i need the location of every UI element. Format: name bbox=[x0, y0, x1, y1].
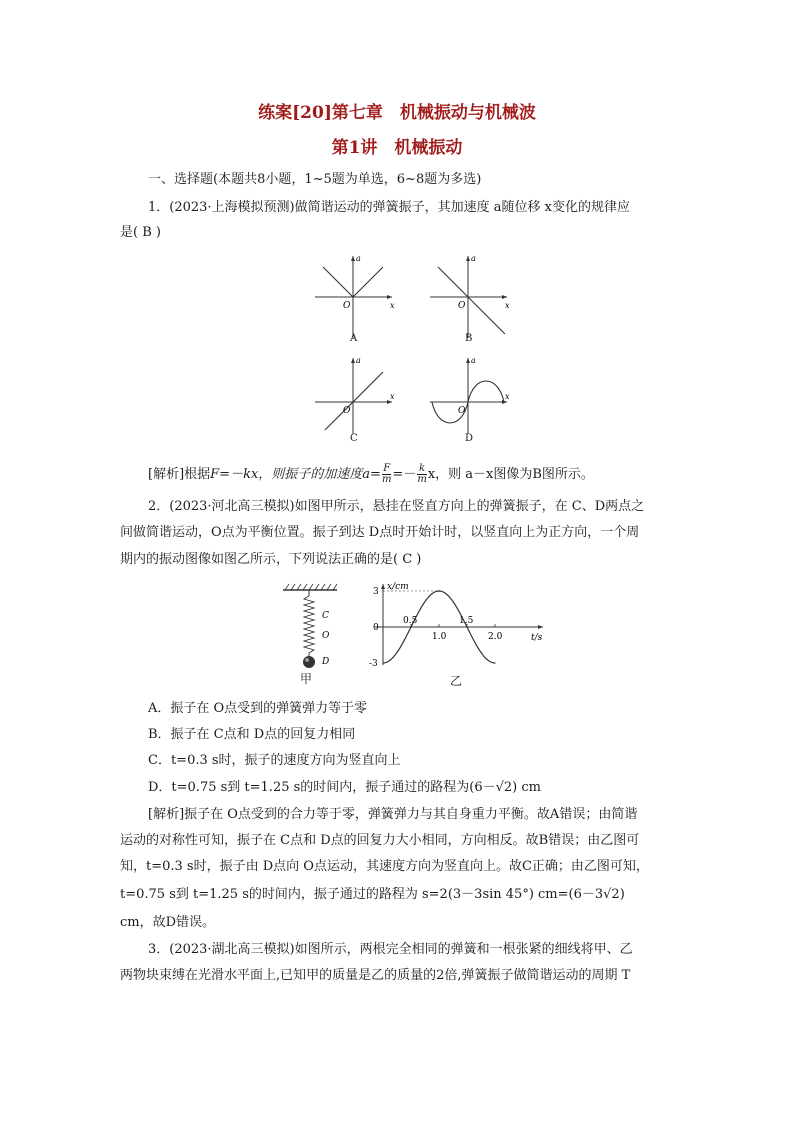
q1-stem-line2: 是( B ) bbox=[120, 225, 161, 240]
q2-stem-line2: 间做简谐运动，O点为平衡位置。振子到达 D点时开始计时，以竖直向上为正方向，一个周 bbox=[120, 525, 640, 540]
q1-a-origin: O bbox=[343, 301, 351, 311]
chart-point bbox=[382, 662, 383, 663]
spring-label-d: D bbox=[322, 657, 330, 667]
q2-spring-figure bbox=[275, 582, 350, 692]
fig-jia-label: 甲 bbox=[300, 672, 313, 686]
q1-c-axis-x: x bbox=[390, 392, 395, 401]
chart-x-tick-label: 1.0 bbox=[432, 632, 447, 642]
q1-label-c: C bbox=[350, 433, 358, 444]
q2-analysis-line2: 运动的对称性可知，振子在 C点和 D点的回复力大小相同，方向相反。故B错误；由乙图可 bbox=[120, 833, 640, 848]
q1-label-b: B bbox=[465, 333, 473, 344]
chart-point bbox=[494, 662, 495, 663]
q3-stem-line1: 3．(2023·湖北高三模拟)如图所示，两根完全相同的弹簧和一根张紧的细线将甲、乙 bbox=[148, 942, 633, 957]
chart-point bbox=[396, 652, 397, 653]
q2-option-a: A．振子在 O点受到的弹簧弹力等于零 bbox=[148, 701, 368, 716]
spring-label-c: C bbox=[322, 611, 329, 621]
q2-stem-line1: 2．(2023·河北高三模拟)如图甲所示，悬挂在竖直方向上的弹簧振子，在 C、D两点之 bbox=[148, 499, 645, 514]
q1-b-origin: O bbox=[458, 301, 466, 311]
chart-point bbox=[452, 601, 453, 602]
q1-c-axis-y: a bbox=[356, 356, 361, 365]
q1-analysis: [解析]根据F=－kx，则振子的加速度a= $\frac{F}{m}$ =－ $\frac{k}{m}$ x，则 a－x图像为B图所示。 bbox=[148, 463, 594, 485]
chart-y-tick-label: 3 bbox=[373, 587, 379, 597]
q2-analysis-line4: t=0.75 s到 t=1.25 s的时间内，振子通过的路程为 s=2(3－3sin 45°) cm=(6－3√2) bbox=[120, 887, 625, 902]
chart-x-tick-label: 2.0 bbox=[488, 632, 503, 642]
q1-d-origin: O bbox=[458, 406, 466, 416]
q2-analysis-line1: [解析]振子在 O点受到的合力等于零，弹簧弹力与其自身重力平衡。故A错误；由简谐 bbox=[148, 807, 638, 822]
q2-analysis-line3: 知，t=0.3 s时，振子由 D点向 O点运动，其速度方向为竖直向上。故C正确；由乙图可知， bbox=[120, 859, 649, 874]
q1-graph-c bbox=[310, 352, 400, 437]
page-title: 练案[20]第七章 机械振动与机械波 bbox=[258, 103, 536, 123]
q1-b-axis-x: x bbox=[505, 301, 510, 310]
chart-x-tick-label: 0.5 bbox=[403, 616, 418, 626]
q1-b-axis-y: a bbox=[471, 254, 476, 263]
chart-y-tick-label: 0 bbox=[373, 623, 379, 633]
q3-stem-line2: 两物块束缚在光滑水平面上,已知甲的质量是乙的质量的2倍,弹簧振子做简谐运动的周期 T bbox=[120, 968, 631, 983]
q1-d-axis-x: x bbox=[505, 392, 510, 401]
chart-x-tick-label: 1.5 bbox=[459, 616, 474, 626]
q1-graph-d bbox=[425, 352, 515, 437]
q2-stem-line3: 期内的振动图像如图乙所示，下列说法正确的是( C ) bbox=[120, 552, 422, 567]
q2-option-d: D．t=0.75 s到 t=1.25 s的时间内，振子通过的路程为(6－√2) cm bbox=[148, 780, 541, 795]
q2-option-c: C．t=0.3 s时，振子的速度方向为竖直向上 bbox=[148, 753, 401, 768]
chart-ylabel: x/cm bbox=[387, 582, 409, 592]
q2-xt-chart bbox=[365, 580, 555, 670]
chart-xlabel: t/s bbox=[531, 633, 543, 643]
q2-analysis-line5: cm，故D错误。 bbox=[120, 915, 216, 930]
fig-yi-label: 乙 bbox=[450, 674, 463, 688]
q1-d-axis-y: a bbox=[471, 356, 476, 365]
q2-option-b: B．振子在 C点和 D点的回复力相同 bbox=[148, 727, 356, 742]
section-heading: 一、选择题(本题共8小题，1~5题为单选，6~8题为多选) bbox=[148, 172, 482, 187]
q1-c-origin: O bbox=[343, 406, 351, 416]
chart-point bbox=[480, 652, 481, 653]
q1-stem-line1: 1．(2023·上海模拟预测)做简谐运动的弹簧振子，其加速度 a随位移 x变化的规律应 bbox=[148, 200, 630, 215]
chart-y-tick-label: -3 bbox=[369, 659, 378, 669]
q1-label-a: A bbox=[350, 333, 358, 344]
chart-point bbox=[424, 601, 425, 602]
spring-label-o: O bbox=[322, 631, 330, 641]
q1-a-axis-x: x bbox=[390, 301, 395, 310]
q1-label-d: D bbox=[465, 433, 474, 444]
page-subtitle: 第1讲 机械振动 bbox=[331, 138, 463, 158]
q1-a-axis-y: a bbox=[356, 254, 361, 263]
